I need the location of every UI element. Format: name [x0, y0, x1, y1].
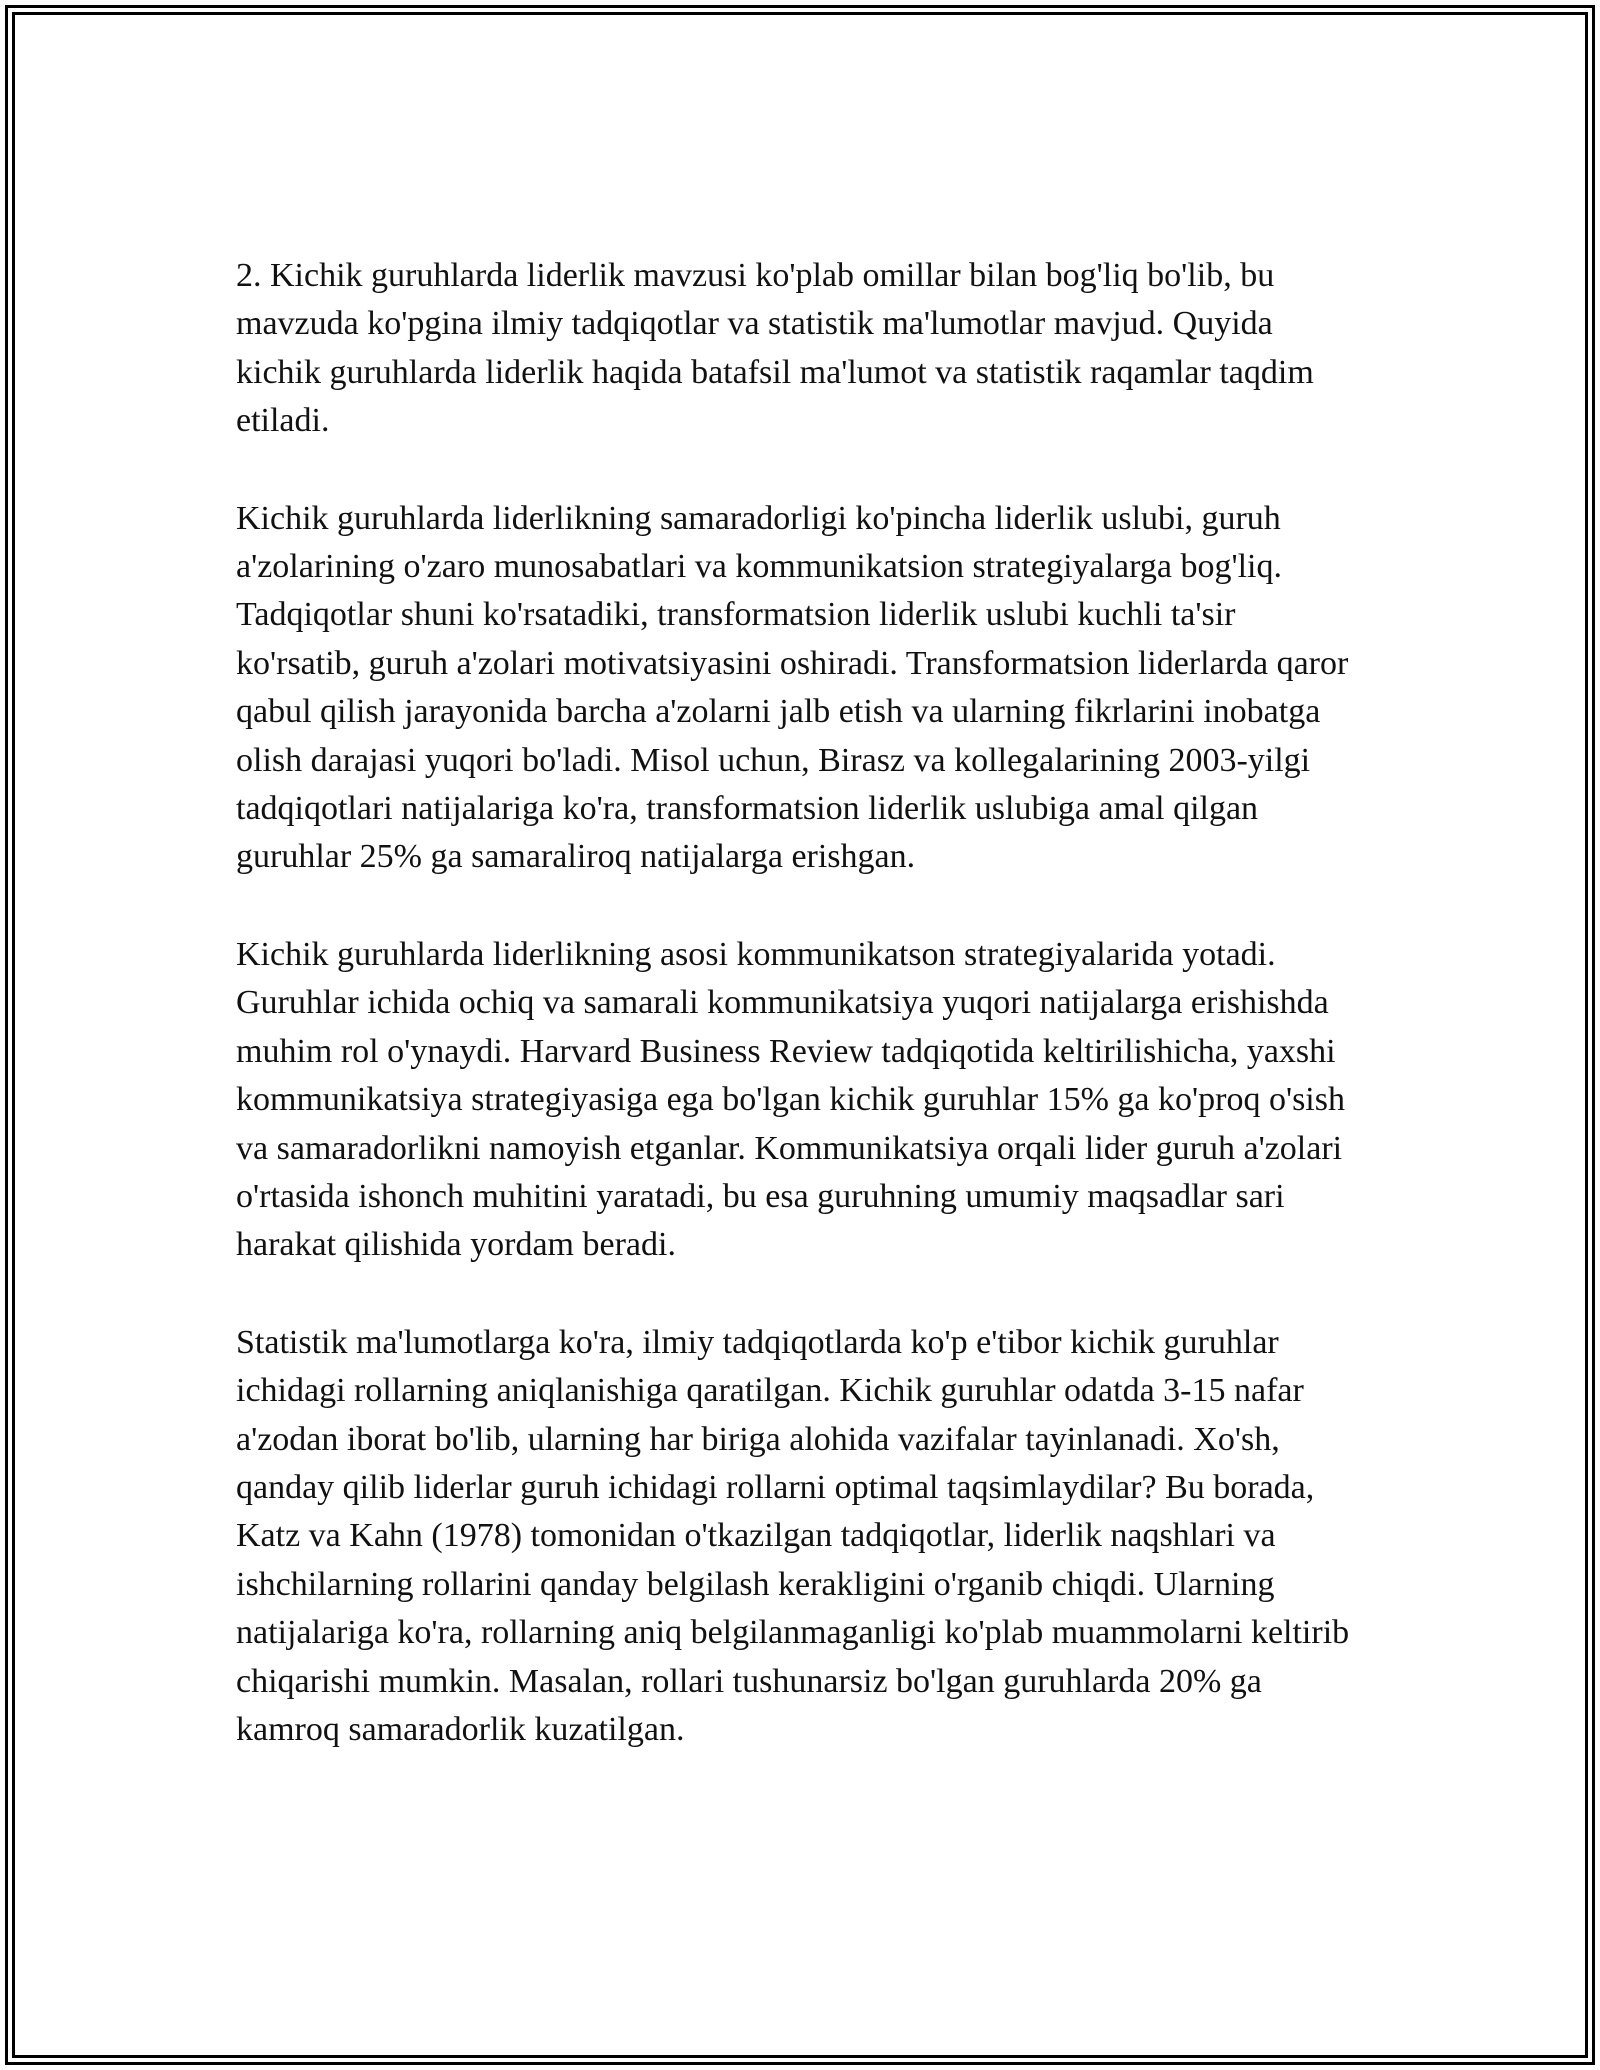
paragraph-group-roles: Statistik ma'lumotlarga ko'ra, ilmiy tadqiqotlarda ko'p e'tibor kichik guruhlar ichidagi rollarning aniqlanishiga qaratilgan. Kichik guruhlar odatda 3-15 nafar a'zodan iborat bo'lib, ularning har biriga alohida vazifalar tayinlanadi. Xo'sh, qanday qilib liderlar guruh ichidagi rollarni optimal taqsimlaydilar? Bu borada, Katz va Kahn (1978) tomonidan o'tkazilgan tadqiqotlar, liderlik naqshlari va ishchilarning rollarini qanday belgilash kerakligini o'rganib chiqdi. Ularning natijalariga ko'ra, rollarning aniq belgilanmaganligi ko'plab muammolarni keltirib chiqarishi mumkin. Masalan, rollari tushunarsiz bo'lgan guruhlarda 20% ga kamroq samaradorlik kuzatilgan.: [236, 1323, 1350, 1748]
paragraph-intro: 2. Kichik guruhlarda liderlik mavzusi ko'plab omillar bilan bog'liq bo'lib, bu mavzuda ko'pgina ilmiy tadqiqotlar va statistik ma'lumotlar mavjud. Quyida kichik guruhlarda liderlik haqida batafsil ma'lumot va statistik raqamlar taqdim etiladi.: [236, 257, 1314, 440]
paragraph-leadership-effectiveness: Kichik guruhlarda liderlikning samaradorligi ko'pincha liderlik uslubi, guruh a'zolarining o'zaro munosabatlari va kommunikatsion strategiyalarga bog'liq. Tadqiqotlar shuni ko'rsatadiki, transformatsion liderlik uslubi kuchli ta'sir ko'rsatib, guruh a'zolari motivatsiyasini oshiradi. Transformatsion liderlarda qaror qabul qilish jarayonida barcha a'zolarni jalb etish va ularning fikrlarini inobatga olish darajasi yuqori bo'ladi. Misol uchun, Birasz va kollegalarining 2003-yilgi tadqiqotlari natijalariga ko'ra, transformatsion liderlik uslubiga amal qilgan guruhlar 25% ga samaraliroq natijalarga erishgan.: [236, 499, 1349, 876]
paragraph-communication-strategies: Kichik guruhlarda liderlikning asosi kommunikatson strategiyalarida yotadi. Guruhlar ichida ochiq va samarali kommunikatsiya yuqori natijalarga erishishda muhim rol o'ynaydi. Harvard Business Review tadqiqotida keltirilishicha, yaxshi kommunikatsiya strategiyasiga ega bo'lgan kichik guruhlar 15% ga ko'proq o'sish va samaradorlikni namoyish etganlar. Kommunikatsiya orqali lider guruh a'zolari o'rtasida ishonch muhitini yaratadi, bu esa guruhning umumiy maqsadlar sari harakat qilishida yordam beradi.: [236, 935, 1345, 1264]
document-body: [236, 252, 1366, 1803]
